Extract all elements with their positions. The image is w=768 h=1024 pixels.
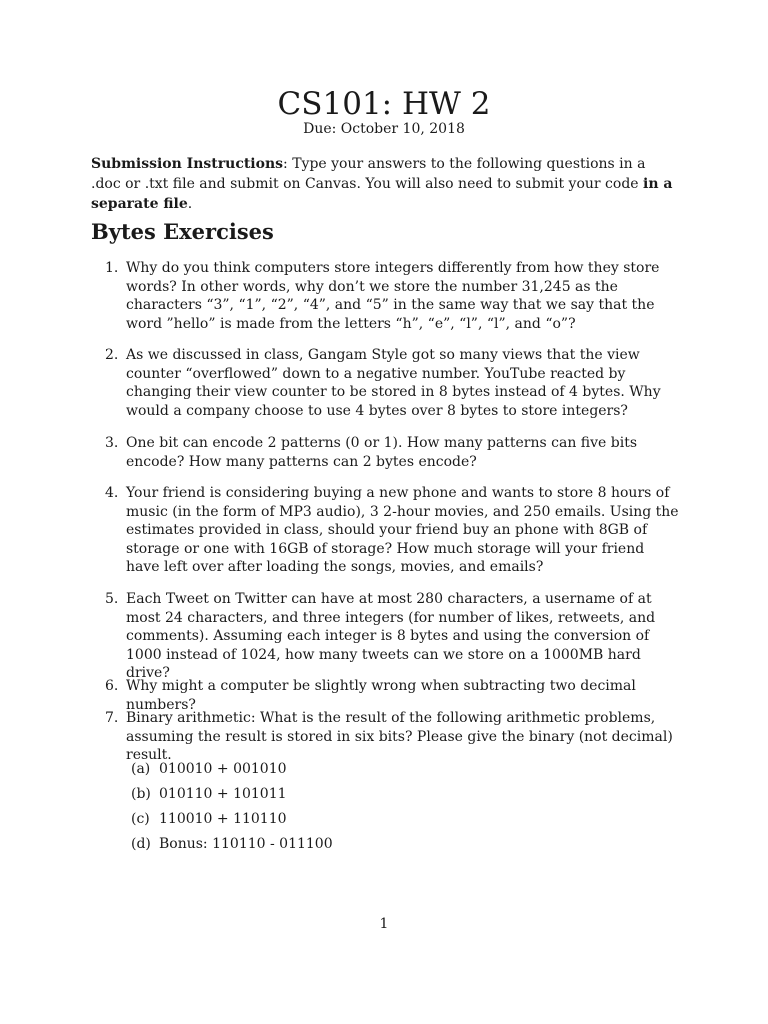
- subpart-a: [131, 760, 671, 778]
- instructions-text-1: : Type your answers to the following questions in a .doc or .txt file and submit on Canvas. You will also need to submit your code: [91, 156, 646, 192]
- question-text: Each Tweet on Twitter can have at most 280 characters, a username of at most 24 characters, and three integers (for number of likes, retweets, and comments). Assuming each integer is 8 bytes and using the conversion of 1000 instead of 1024, how many tweets can we store on a 1000MB hard drive?: [126, 591, 656, 682]
- subpart-c: [131, 810, 671, 828]
- due-date: Due: October 10, 2018: [303, 121, 465, 137]
- question-text: Why might a computer be slightly wrong when subtracting two decimal numbers?: [126, 678, 636, 713]
- section-heading: Bytes Exercises: [91, 219, 274, 244]
- question-number: 7.: [105, 710, 119, 726]
- question-1: [91, 259, 679, 333]
- subpart-b: [131, 785, 671, 803]
- question-4: [91, 484, 679, 577]
- question-number: 4.: [105, 485, 119, 501]
- question-text: Binary arithmetic: What is the result of the following arithmetic problems, assuming the result is stored in six bits? Please give the binary (not decimal) result.: [126, 710, 673, 764]
- subpart-text: Bonus: 110110 - 011100: [159, 836, 333, 852]
- question-text: Your friend is considering buying a new phone and wants to store 8 hours of music (in the form of MP3 audio), 3 2-hour movies, and 250 emails. Using the estimates provided in class, should your friend buy an phone with 8GB of storage or one with 16GB of storage? How much storage will your friend have left over after loading the songs, movies, and emails?: [126, 485, 679, 576]
- question-text: One bit can encode 2 patterns (0 or 1). How many patterns can five bits encode? How many patterns can 2 bytes encode?: [126, 435, 638, 470]
- page-number: 1: [379, 916, 389, 932]
- subpart-text: 010110 + 101011: [159, 786, 287, 802]
- subpart-label: (a): [131, 761, 151, 777]
- question-3: [91, 434, 679, 471]
- instructions-label: Submission Instructions: [91, 156, 284, 172]
- instructions-emphasis: in a separate file: [91, 176, 673, 212]
- question-2: [91, 346, 679, 420]
- question-5: [91, 590, 679, 683]
- question-number: 1.: [105, 260, 119, 276]
- question-text: As we discussed in class, Gangam Style got so many views that the view counter “overflowed” down to a negative number. YouTube reacted by changing their view counter to be stored in 8 bytes instead of 4 bytes. Why would a company choose to use 4 bytes over 8 bytes to store integers?: [126, 347, 661, 419]
- subpart-text: 110010 + 110110: [159, 811, 287, 827]
- document-title: CS101: HW 2: [277, 86, 491, 122]
- subpart-label: (c): [131, 811, 150, 827]
- question-text: Why do you think computers store integers differently from how they store words? In other words, why don’t we store the number 31,245 as the characters “3”, “1”, “2”, “4”, and “5” in the same way that we say that the word ”hello” is made from the letters “h”, “e”, “l”, “l”, and “o”?: [126, 260, 660, 332]
- question-7: [91, 709, 679, 765]
- subpart-text: 010010 + 001010: [159, 761, 287, 777]
- subpart-label: (b): [131, 786, 151, 802]
- subpart-d: [131, 835, 671, 853]
- instructions-text-2: .: [187, 196, 193, 212]
- question-number: 2.: [105, 347, 119, 363]
- question-number: 5.: [105, 591, 119, 607]
- question-number: 6.: [105, 678, 119, 694]
- submission-instructions: [91, 154, 679, 214]
- question-number: 3.: [105, 435, 119, 451]
- subpart-label: (d): [131, 836, 151, 852]
